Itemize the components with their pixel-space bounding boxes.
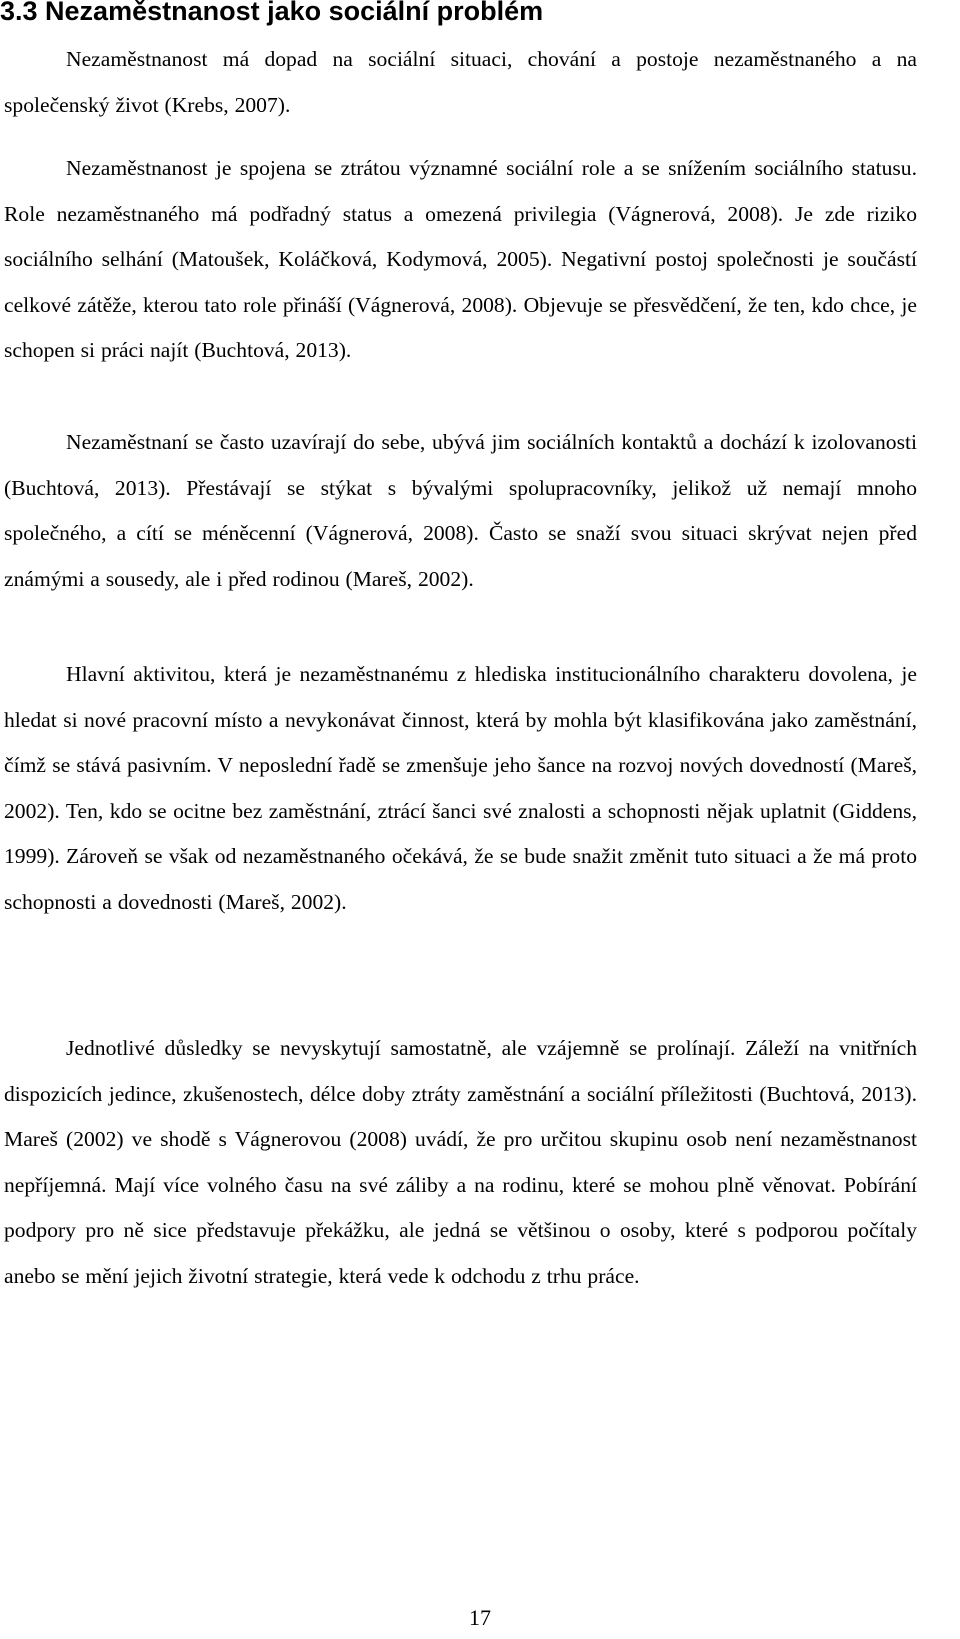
paragraph: Jednotlivé důsledky se nevyskytují samostatně, ale vzájemně se prolínají. Záleží na vnitřních dispozicích jedince, zkušenostech, délce doby ztráty zaměstnání a sociální příležitosti (Buchtová, 2013). Mareš (2002) ve shodě s Vágnerovou (2008) uvádí, že pro určitou skupinu osob není nezaměstnanost nepříjemná. Mají více volného času na své záliby a na rodinu, které se mohou plně věnovat. Pobírání podpory pro ně sice představuje překážku, ale jedná se většinou o osoby, které s podporou počítaly anebo se mění jejich životní strategie, která vede k odchodu z trhu práce. bbox=[4, 1036, 917, 1288]
paragraph: Hlavní aktivitou, která je nezaměstnanému z hlediska institucionálního charakteru dovolena, je hledat si nové pracovní místo a nevykonávat činnost, která by mohla být klasifikována jako zaměstnání, čímž se stává pasivním. V neposlední řadě se zmenšuje jeho šance na rozvoj nových dovedností (Mareš, 2002). Ten, kdo se ocitne bez zaměstnání, ztrácí šanci své znalosti a schopnosti nějak uplatnit (Giddens, 1999). Zároveň se však od nezaměstnaného očekává, že se bude snažit změnit tuto situaci a že má proto schopnosti a dovednosti (Mareš, 2002). bbox=[4, 662, 917, 914]
paragraph: Nezaměstnanost je spojena se ztrátou významné sociální role a se snížením sociálního statusu. Role nezaměstnaného má podřadný status a omezená privilegia (Vágnerová, 2008). Je zde riziko sociálního selhání (Matoušek, Koláčková, Kodymová, 2005). Negativní postoj společnosti je součástí celkové zátěže, kterou tato role přináší (Vágnerová, 2008). Objevuje se přesvědčení, že ten, kdo chce, je schopen si práci najít (Buchtová, 2013). bbox=[4, 156, 917, 362]
page-number: 17 bbox=[469, 1605, 491, 1630]
paragraph: Nezaměstnanost má dopad na sociální situaci, chování a postoje nezaměstnaného a na společenský život (Krebs, 2007). bbox=[4, 47, 917, 117]
paragraph: Nezaměstnaní se často uzavírají do sebe, ubývá jim sociálních kontaktů a dochází k izolovanosti (Buchtová, 2013). Přestávají se stýkat s bývalými spolupracovníky, jelikož už nemají mnoho společného, a cítí se méněcenní (Vágnerová, 2008). Často se snaží svou situaci skrývat nejen před známými a sousedy, ale i před rodinou (Mareš, 2002). bbox=[4, 430, 917, 591]
section-heading: 3.3 Nezaměstnanost jako sociální problém bbox=[0, 0, 544, 26]
